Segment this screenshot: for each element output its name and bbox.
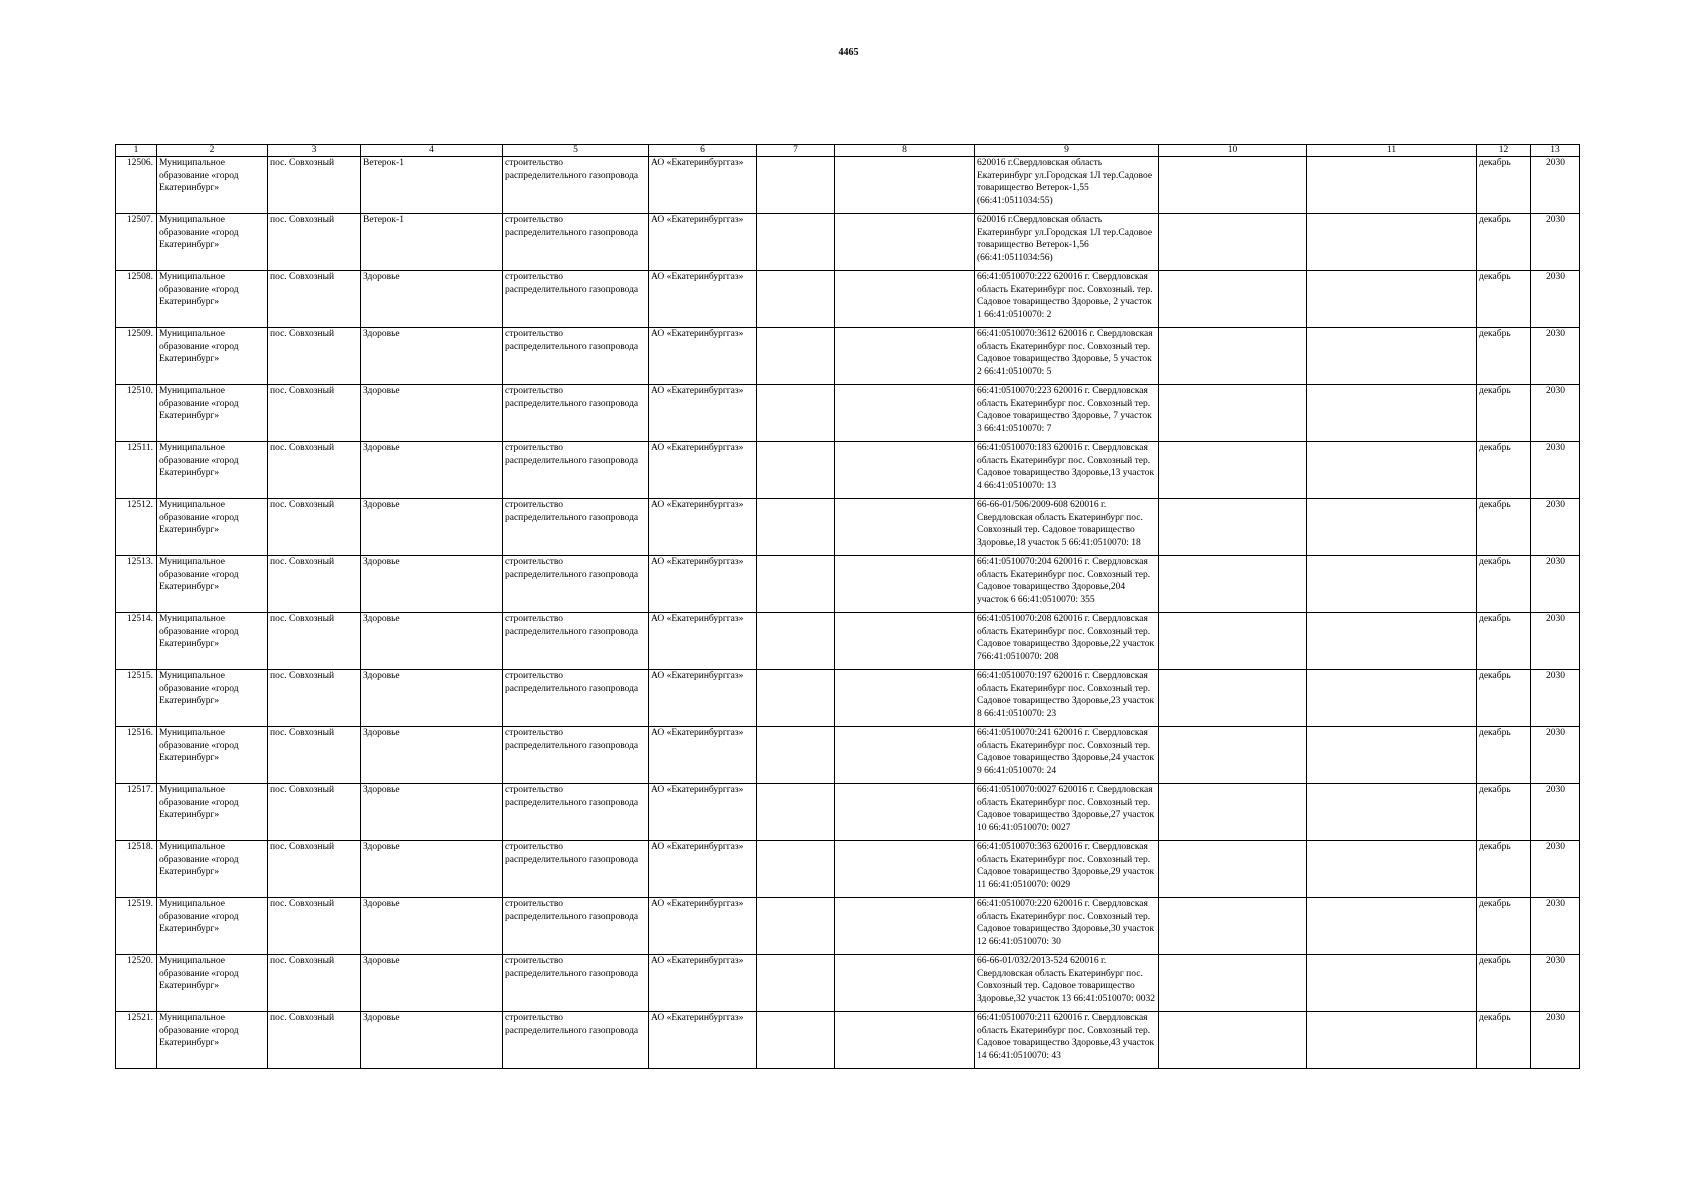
work-type-cell: строительство распределительного газопровода <box>503 499 649 556</box>
column-header: 12 <box>1477 145 1531 157</box>
municipality-cell: Муниципальное образование «город Екатеринбург» <box>157 157 268 214</box>
work-type-cell: строительство распределительного газопровода <box>503 955 649 1012</box>
work-type-cell: строительство распределительного газопровода <box>503 556 649 613</box>
column-11-cell <box>1307 556 1477 613</box>
settlement-cell: пос. Совхозный <box>268 157 361 214</box>
register-table <box>115 144 1580 1069</box>
year-cell: 2030 <box>1531 670 1580 727</box>
organization-cell: АО «Екатеринбурггаз» <box>649 214 757 271</box>
column-8-cell <box>835 442 975 499</box>
organization-cell: АО «Екатеринбурггаз» <box>649 328 757 385</box>
column-8-cell <box>835 727 975 784</box>
column-8-cell <box>835 670 975 727</box>
year-cell: 2030 <box>1531 157 1580 214</box>
object-name-cell: Здоровье <box>361 727 503 784</box>
column-11-cell <box>1307 271 1477 328</box>
column-8-cell <box>835 955 975 1012</box>
column-8-cell <box>835 271 975 328</box>
work-type-cell: строительство распределительного газопровода <box>503 1012 649 1069</box>
work-type-cell: строительство распределительного газопровода <box>503 784 649 841</box>
object-name-cell: Здоровье <box>361 898 503 955</box>
column-11-cell <box>1307 442 1477 499</box>
row-number-cell: 12506. <box>116 157 157 214</box>
column-7-cell <box>757 1012 835 1069</box>
object-name-cell: Здоровье <box>361 442 503 499</box>
page-number: 4465 <box>838 47 859 58</box>
settlement-cell: пос. Совхозный <box>268 955 361 1012</box>
organization-cell: АО «Екатеринбурггаз» <box>649 556 757 613</box>
object-name-cell: Ветерок-1 <box>361 157 503 214</box>
row-number-cell: 12507. <box>116 214 157 271</box>
column-header: 3 <box>268 145 361 157</box>
address-cell: 66-66-01/032/2013-524 620016 г. Свердловская область Екатеринбург пос. Совхозный тер. Садовое товарищество Здоровье,32 участок 13 66:41:0510070: 0032 <box>975 955 1159 1012</box>
month-cell: декабрь <box>1477 955 1531 1012</box>
month-cell: декабрь <box>1477 898 1531 955</box>
table-row <box>116 727 1580 784</box>
column-7-cell <box>757 727 835 784</box>
year-cell: 2030 <box>1531 727 1580 784</box>
column-10-cell <box>1159 727 1307 784</box>
month-cell: декабрь <box>1477 727 1531 784</box>
year-cell: 2030 <box>1531 841 1580 898</box>
month-cell: декабрь <box>1477 157 1531 214</box>
municipality-cell: Муниципальное образование «город Екатеринбург» <box>157 955 268 1012</box>
address-cell: 66:41:0510070:223 620016 г. Свердловская область Екатеринбург пос. Совхозный тер. Садовое товарищество Здоровье, 7 участок 3 66:41:0510070: 7 <box>975 385 1159 442</box>
column-header: 1 <box>116 145 157 157</box>
column-8-cell <box>835 841 975 898</box>
address-cell: 66:41:0510070:208 620016 г. Свердловская область Екатеринбург пос. Совхозный тер. Садовое товарищество Здоровье,22 участок 766:41:0510070: 208 <box>975 613 1159 670</box>
settlement-cell: пос. Совхозный <box>268 670 361 727</box>
table-row <box>116 670 1580 727</box>
municipality-cell: Муниципальное образование «город Екатеринбург» <box>157 670 268 727</box>
column-7-cell <box>757 271 835 328</box>
municipality-cell: Муниципальное образование «город Екатеринбург» <box>157 613 268 670</box>
settlement-cell: пос. Совхозный <box>268 214 361 271</box>
column-11-cell <box>1307 727 1477 784</box>
address-cell: 66:41:0510070:0027 620016 г. Свердловская область Екатеринбург пос. Совхозный тер. Садовое товарищество Здоровье,27 участок 10 66:41:0510070: 0027 <box>975 784 1159 841</box>
work-type-cell: строительство распределительного газопровода <box>503 385 649 442</box>
work-type-cell: строительство распределительного газопровода <box>503 613 649 670</box>
address-cell: 66:41:0510070:3612 620016 г. Свердловская область Екатеринбург пос. Совхозный тер. Садовое товарищество Здоровье, 5 участок 2 66:41:0510070: 5 <box>975 328 1159 385</box>
settlement-cell: пос. Совхозный <box>268 841 361 898</box>
municipality-cell: Муниципальное образование «город Екатеринбург» <box>157 499 268 556</box>
object-name-cell: Ветерок-1 <box>361 214 503 271</box>
column-11-cell <box>1307 841 1477 898</box>
settlement-cell: пос. Совхозный <box>268 727 361 784</box>
column-8-cell <box>835 556 975 613</box>
month-cell: декабрь <box>1477 385 1531 442</box>
municipality-cell: Муниципальное образование «город Екатеринбург» <box>157 841 268 898</box>
column-7-cell <box>757 214 835 271</box>
row-number-cell: 12521. <box>116 1012 157 1069</box>
organization-cell: АО «Екатеринбурггаз» <box>649 271 757 328</box>
row-number-cell: 12511. <box>116 442 157 499</box>
month-cell: декабрь <box>1477 841 1531 898</box>
column-10-cell <box>1159 214 1307 271</box>
column-7-cell <box>757 556 835 613</box>
municipality-cell: Муниципальное образование «город Екатеринбург» <box>157 898 268 955</box>
column-10-cell <box>1159 271 1307 328</box>
month-cell: декабрь <box>1477 499 1531 556</box>
work-type-cell: строительство распределительного газопровода <box>503 271 649 328</box>
table-row <box>116 613 1580 670</box>
column-10-cell <box>1159 670 1307 727</box>
column-10-cell <box>1159 157 1307 214</box>
organization-cell: АО «Екатеринбурггаз» <box>649 499 757 556</box>
organization-cell: АО «Екатеринбурггаз» <box>649 385 757 442</box>
address-cell: 620016 г.Свердловская область Екатеринбург ул.Городская 1Л тер.Садовое товарищество Ветерок-1,56 (66:41:0511034:56) <box>975 214 1159 271</box>
table-row <box>116 328 1580 385</box>
column-8-cell <box>835 214 975 271</box>
municipality-cell: Муниципальное образование «город Екатеринбург» <box>157 385 268 442</box>
address-cell: 66:41:0510070:204 620016 г. Свердловская область Екатеринбург пос. Совхозный тер. Садовое товарищество Здоровье,204 участок 6 66:41:0510070: 355 <box>975 556 1159 613</box>
column-7-cell <box>757 784 835 841</box>
address-cell: 66:41:0510070:222 620016 г. Свердловская область Екатеринбург пос. Совхозный. тер. Садовое товарищество Здоровье, 2 участок 1 66:41:0510070: 2 <box>975 271 1159 328</box>
settlement-cell: пос. Совхозный <box>268 784 361 841</box>
column-11-cell <box>1307 613 1477 670</box>
object-name-cell: Здоровье <box>361 670 503 727</box>
column-8-cell <box>835 898 975 955</box>
organization-cell: АО «Екатеринбурггаз» <box>649 613 757 670</box>
column-8-cell <box>835 784 975 841</box>
column-number-row <box>116 145 1580 157</box>
table-row <box>116 955 1580 1012</box>
column-8-cell <box>835 613 975 670</box>
column-10-cell <box>1159 442 1307 499</box>
organization-cell: АО «Екатеринбурггаз» <box>649 1012 757 1069</box>
row-number-cell: 12510. <box>116 385 157 442</box>
work-type-cell: строительство распределительного газопровода <box>503 898 649 955</box>
column-11-cell <box>1307 955 1477 1012</box>
settlement-cell: пос. Совхозный <box>268 499 361 556</box>
table-row <box>116 556 1580 613</box>
object-name-cell: Здоровье <box>361 613 503 670</box>
month-cell: декабрь <box>1477 613 1531 670</box>
object-name-cell: Здоровье <box>361 1012 503 1069</box>
column-header: 4 <box>361 145 503 157</box>
organization-cell: АО «Екатеринбурггаз» <box>649 898 757 955</box>
column-7-cell <box>757 499 835 556</box>
column-8-cell <box>835 328 975 385</box>
column-10-cell <box>1159 328 1307 385</box>
column-10-cell <box>1159 898 1307 955</box>
municipality-cell: Муниципальное образование «город Екатеринбург» <box>157 784 268 841</box>
row-number-cell: 12508. <box>116 271 157 328</box>
column-header: 13 <box>1531 145 1580 157</box>
column-11-cell <box>1307 898 1477 955</box>
month-cell: декабрь <box>1477 556 1531 613</box>
column-header: 10 <box>1159 145 1307 157</box>
year-cell: 2030 <box>1531 556 1580 613</box>
year-cell: 2030 <box>1531 328 1580 385</box>
column-10-cell <box>1159 556 1307 613</box>
settlement-cell: пос. Совхозный <box>268 556 361 613</box>
object-name-cell: Здоровье <box>361 328 503 385</box>
object-name-cell: Здоровье <box>361 499 503 556</box>
column-7-cell <box>757 670 835 727</box>
settlement-cell: пос. Совхозный <box>268 385 361 442</box>
column-7-cell <box>757 841 835 898</box>
column-7-cell <box>757 613 835 670</box>
table-row <box>116 1012 1580 1069</box>
municipality-cell: Муниципальное образование «город Екатеринбург» <box>157 556 268 613</box>
column-header: 5 <box>503 145 649 157</box>
organization-cell: АО «Екатеринбурггаз» <box>649 670 757 727</box>
row-number-cell: 12512. <box>116 499 157 556</box>
column-8-cell <box>835 499 975 556</box>
table-row <box>116 442 1580 499</box>
work-type-cell: строительство распределительного газопровода <box>503 670 649 727</box>
table-row <box>116 784 1580 841</box>
work-type-cell: строительство распределительного газопровода <box>503 727 649 784</box>
table-row <box>116 271 1580 328</box>
month-cell: декабрь <box>1477 784 1531 841</box>
row-number-cell: 12515. <box>116 670 157 727</box>
row-number-cell: 12519. <box>116 898 157 955</box>
column-header: 2 <box>157 145 268 157</box>
year-cell: 2030 <box>1531 955 1580 1012</box>
year-cell: 2030 <box>1531 214 1580 271</box>
address-cell: 66-66-01/506/2009-608 620016 г. Свердловская область Екатеринбург пос. Совхозный тер. Садовое товарищество Здоровье,18 участок 5 66:41:0510070: 18 <box>975 499 1159 556</box>
address-cell: 66:41:0510070:197 620016 г. Свердловская область Екатеринбург пос. Совхозный тер. Садовое товарищество Здоровье,23 участок 8 66:41:0510070: 23 <box>975 670 1159 727</box>
organization-cell: АО «Екатеринбурггаз» <box>649 727 757 784</box>
month-cell: декабрь <box>1477 1012 1531 1069</box>
organization-cell: АО «Екатеринбурггаз» <box>649 157 757 214</box>
row-number-cell: 12514. <box>116 613 157 670</box>
year-cell: 2030 <box>1531 613 1580 670</box>
year-cell: 2030 <box>1531 1012 1580 1069</box>
column-header: 6 <box>649 145 757 157</box>
table-row <box>116 898 1580 955</box>
column-11-cell <box>1307 1012 1477 1069</box>
municipality-cell: Муниципальное образование «город Екатеринбург» <box>157 727 268 784</box>
address-cell: 66:41:0510070:183 620016 г. Свердловская область Екатеринбург пос. Совхозный тер. Садовое товарищество Здоровье,13 участок 4 66:41:0510070: 13 <box>975 442 1159 499</box>
municipality-cell: Муниципальное образование «город Екатеринбург» <box>157 328 268 385</box>
table-row <box>116 157 1580 214</box>
table-row <box>116 841 1580 898</box>
organization-cell: АО «Екатеринбурггаз» <box>649 841 757 898</box>
column-7-cell <box>757 385 835 442</box>
month-cell: декабрь <box>1477 328 1531 385</box>
address-cell: 620016 г.Свердловская область Екатеринбург ул.Городская 1Л тер.Садовое товарищество Ветерок-1,55 (66:41:0511034:55) <box>975 157 1159 214</box>
month-cell: декабрь <box>1477 271 1531 328</box>
column-10-cell <box>1159 1012 1307 1069</box>
column-7-cell <box>757 328 835 385</box>
column-7-cell <box>757 955 835 1012</box>
object-name-cell: Здоровье <box>361 841 503 898</box>
object-name-cell: Здоровье <box>361 784 503 841</box>
column-11-cell <box>1307 670 1477 727</box>
column-7-cell <box>757 898 835 955</box>
column-8-cell <box>835 385 975 442</box>
column-10-cell <box>1159 613 1307 670</box>
row-number-cell: 12520. <box>116 955 157 1012</box>
settlement-cell: пос. Совхозный <box>268 328 361 385</box>
organization-cell: АО «Екатеринбурггаз» <box>649 955 757 1012</box>
organization-cell: АО «Екатеринбурггаз» <box>649 784 757 841</box>
year-cell: 2030 <box>1531 499 1580 556</box>
column-11-cell <box>1307 385 1477 442</box>
column-10-cell <box>1159 955 1307 1012</box>
object-name-cell: Здоровье <box>361 556 503 613</box>
column-header: 7 <box>757 145 835 157</box>
row-number-cell: 12509. <box>116 328 157 385</box>
row-number-cell: 12517. <box>116 784 157 841</box>
column-header: 8 <box>835 145 975 157</box>
year-cell: 2030 <box>1531 442 1580 499</box>
month-cell: декабрь <box>1477 670 1531 727</box>
row-number-cell: 12516. <box>116 727 157 784</box>
column-10-cell <box>1159 385 1307 442</box>
settlement-cell: пос. Совхозный <box>268 271 361 328</box>
column-11-cell <box>1307 328 1477 385</box>
work-type-cell: строительство распределительного газопровода <box>503 442 649 499</box>
settlement-cell: пос. Совхозный <box>268 1012 361 1069</box>
settlement-cell: пос. Совхозный <box>268 442 361 499</box>
municipality-cell: Муниципальное образование «город Екатеринбург» <box>157 214 268 271</box>
object-name-cell: Здоровье <box>361 955 503 1012</box>
work-type-cell: строительство распределительного газопровода <box>503 157 649 214</box>
address-cell: 66:41:0510070:363 620016 г. Свердловская область Екатеринбург пос. Совхозный тер. Садовое товарищество Здоровье,29 участок 11 66:41:0510070: 0029 <box>975 841 1159 898</box>
column-11-cell <box>1307 157 1477 214</box>
column-10-cell <box>1159 841 1307 898</box>
object-name-cell: Здоровье <box>361 385 503 442</box>
table-row <box>116 499 1580 556</box>
column-10-cell <box>1159 784 1307 841</box>
work-type-cell: строительство распределительного газопровода <box>503 841 649 898</box>
column-header: 9 <box>975 145 1159 157</box>
column-header: 11 <box>1307 145 1477 157</box>
table-row <box>116 214 1580 271</box>
municipality-cell: Муниципальное образование «город Екатеринбург» <box>157 1012 268 1069</box>
year-cell: 2030 <box>1531 385 1580 442</box>
settlement-cell: пос. Совхозный <box>268 898 361 955</box>
column-7-cell <box>757 442 835 499</box>
address-cell: 66:41:0510070:241 620016 г. Свердловская область Екатеринбург пос. Совхозный тер. Садовое товарищество Здоровье,24 участок 9 66:41:0510070: 24 <box>975 727 1159 784</box>
object-name-cell: Здоровье <box>361 271 503 328</box>
work-type-cell: строительство распределительного газопровода <box>503 328 649 385</box>
column-8-cell <box>835 157 975 214</box>
table-row <box>116 385 1580 442</box>
organization-cell: АО «Екатеринбурггаз» <box>649 442 757 499</box>
column-11-cell <box>1307 784 1477 841</box>
month-cell: декабрь <box>1477 442 1531 499</box>
year-cell: 2030 <box>1531 784 1580 841</box>
year-cell: 2030 <box>1531 271 1580 328</box>
address-cell: 66:41:0510070:220 620016 г. Свердловская область Екатеринбург пос. Совхозный тер. Садовое товарищество Здоровье,30 участок 12 66:41:0510070: 30 <box>975 898 1159 955</box>
column-11-cell <box>1307 214 1477 271</box>
column-11-cell <box>1307 499 1477 556</box>
address-cell: 66:41:0510070:211 620016 г. Свердловская область Екатеринбург пос. Совхозный тер. Садовое товарищество Здоровье,43 участок 14 66:41:0510070: 43 <box>975 1012 1159 1069</box>
municipality-cell: Муниципальное образование «город Екатеринбург» <box>157 442 268 499</box>
row-number-cell: 12518. <box>116 841 157 898</box>
work-type-cell: строительство распределительного газопровода <box>503 214 649 271</box>
column-7-cell <box>757 157 835 214</box>
column-10-cell <box>1159 499 1307 556</box>
month-cell: декабрь <box>1477 214 1531 271</box>
municipality-cell: Муниципальное образование «город Екатеринбург» <box>157 271 268 328</box>
row-number-cell: 12513. <box>116 556 157 613</box>
year-cell: 2030 <box>1531 898 1580 955</box>
column-8-cell <box>835 1012 975 1069</box>
settlement-cell: пос. Совхозный <box>268 613 361 670</box>
